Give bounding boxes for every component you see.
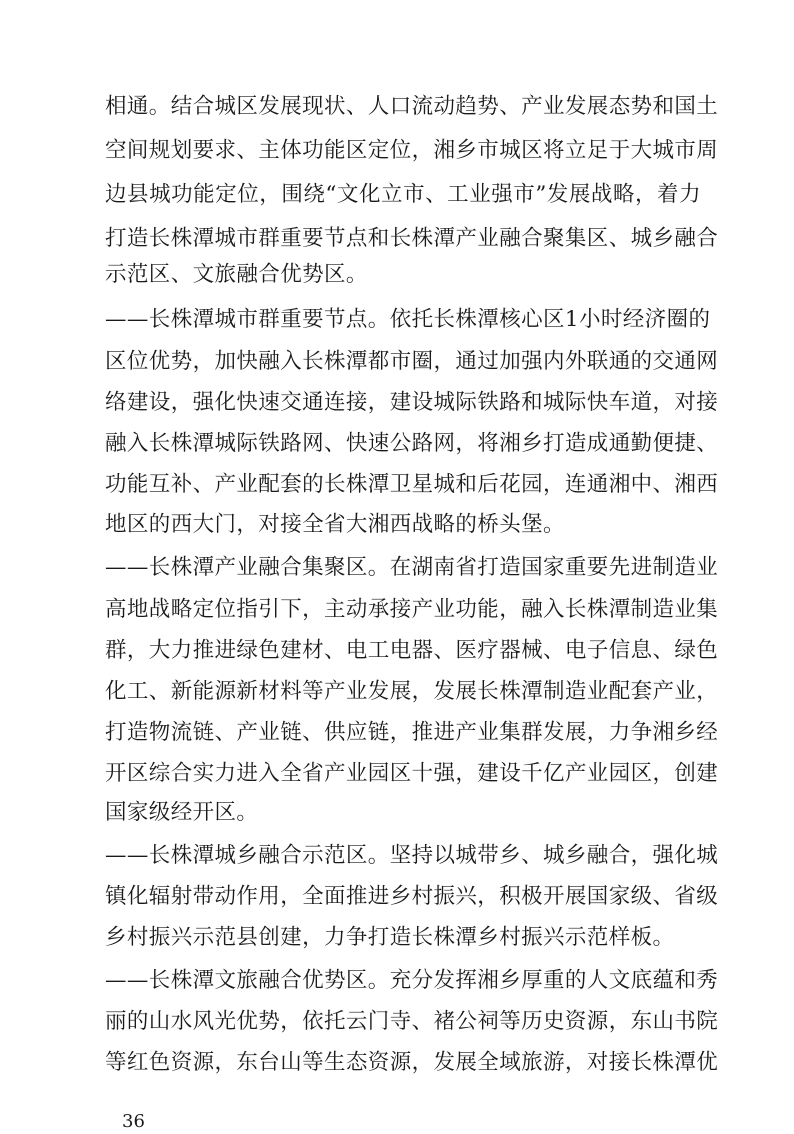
- body-text-line: 空间规划要求、主体功能区定位，湘乡市城区将立足于大城市周: [105, 138, 719, 163]
- list-item-heading-line: ——长株潭产业融合集聚区。在湖南省打造国家重要先进制造业: [105, 555, 719, 580]
- body-text-line: 开区综合实力进入全省产业园区十强，建设千亿产业园区，创建: [105, 761, 719, 786]
- body-text-line: 打造长株潭城市群重要节点和长株潭产业融合聚集区、城乡融合: [105, 226, 719, 251]
- body-text-line: 丽的山水风光优势，依托云门寺、褚公祠等历史资源，东山书院: [105, 1009, 719, 1034]
- page-number: 36: [122, 1111, 145, 1132]
- body-text-line: 功能互补、产业配套的长株潭卫星城和后花园，连通湘中、湘西: [105, 472, 719, 497]
- body-text-line: 示范区、文旅融合优势区。: [105, 262, 368, 287]
- list-item-heading-line: ——长株潭城乡融合示范区。坚持以城带乡、城乡融合，强化城: [105, 843, 719, 868]
- body-text-line: 相通。结合城区发展现状、人口流动趋势、产业发展态势和国土: [105, 94, 719, 119]
- body-text-line: 高地战略定位指引下，主动承接产业功能，融入长株潭制造业集: [105, 597, 719, 622]
- body-text-line: 乡村振兴示范县创建，力争打造长株潭乡村振兴示范样板。: [105, 925, 675, 950]
- body-text-line: 群，大力推进绿色建材、电工电器、医疗器械、电子信息、绿色: [105, 638, 719, 663]
- body-text-line: 等红色资源，东台山等生态资源，发展全域旅游，对接长株潭优: [105, 1050, 719, 1075]
- body-text-line: 络建设，强化快速交通连接，建设城际铁路和城际快车道，对接: [105, 390, 719, 415]
- body-text-line: 地区的西大门，对接全省大湘西战略的桥头堡。: [105, 512, 565, 537]
- body-text-line: 打造物流链、产业链、供应链，推进产业集群发展，力争湘乡经: [105, 720, 719, 745]
- list-item-heading-line: ——长株潭城市群重要节点。依托长株潭核心区1小时经济圈的: [105, 307, 711, 332]
- body-text-line: 镇化辐射带动作用，全面推进乡村振兴，积极开展国家级、省级: [105, 884, 719, 909]
- body-text-line: 边县城功能定位，围绕“文化立市、工业强市”发展战略，着力: [105, 182, 701, 207]
- body-text-line: 国家级经开区。: [105, 800, 259, 825]
- list-item-heading-line: ——长株潭文旅融合优势区。充分发挥湘乡厚重的人文底蕴和秀: [105, 968, 719, 993]
- body-text-line: 融入长株潭城际铁路网、快速公路网，将湘乡打造成通勤便捷、: [105, 431, 719, 456]
- body-text-line: 化工、新能源新材料等产业发展，发展长株潭制造业配套产业，: [105, 679, 719, 704]
- body-text-line: 区位优势，加快融入长株潭都市圈，通过加强内外联通的交通网: [105, 349, 719, 374]
